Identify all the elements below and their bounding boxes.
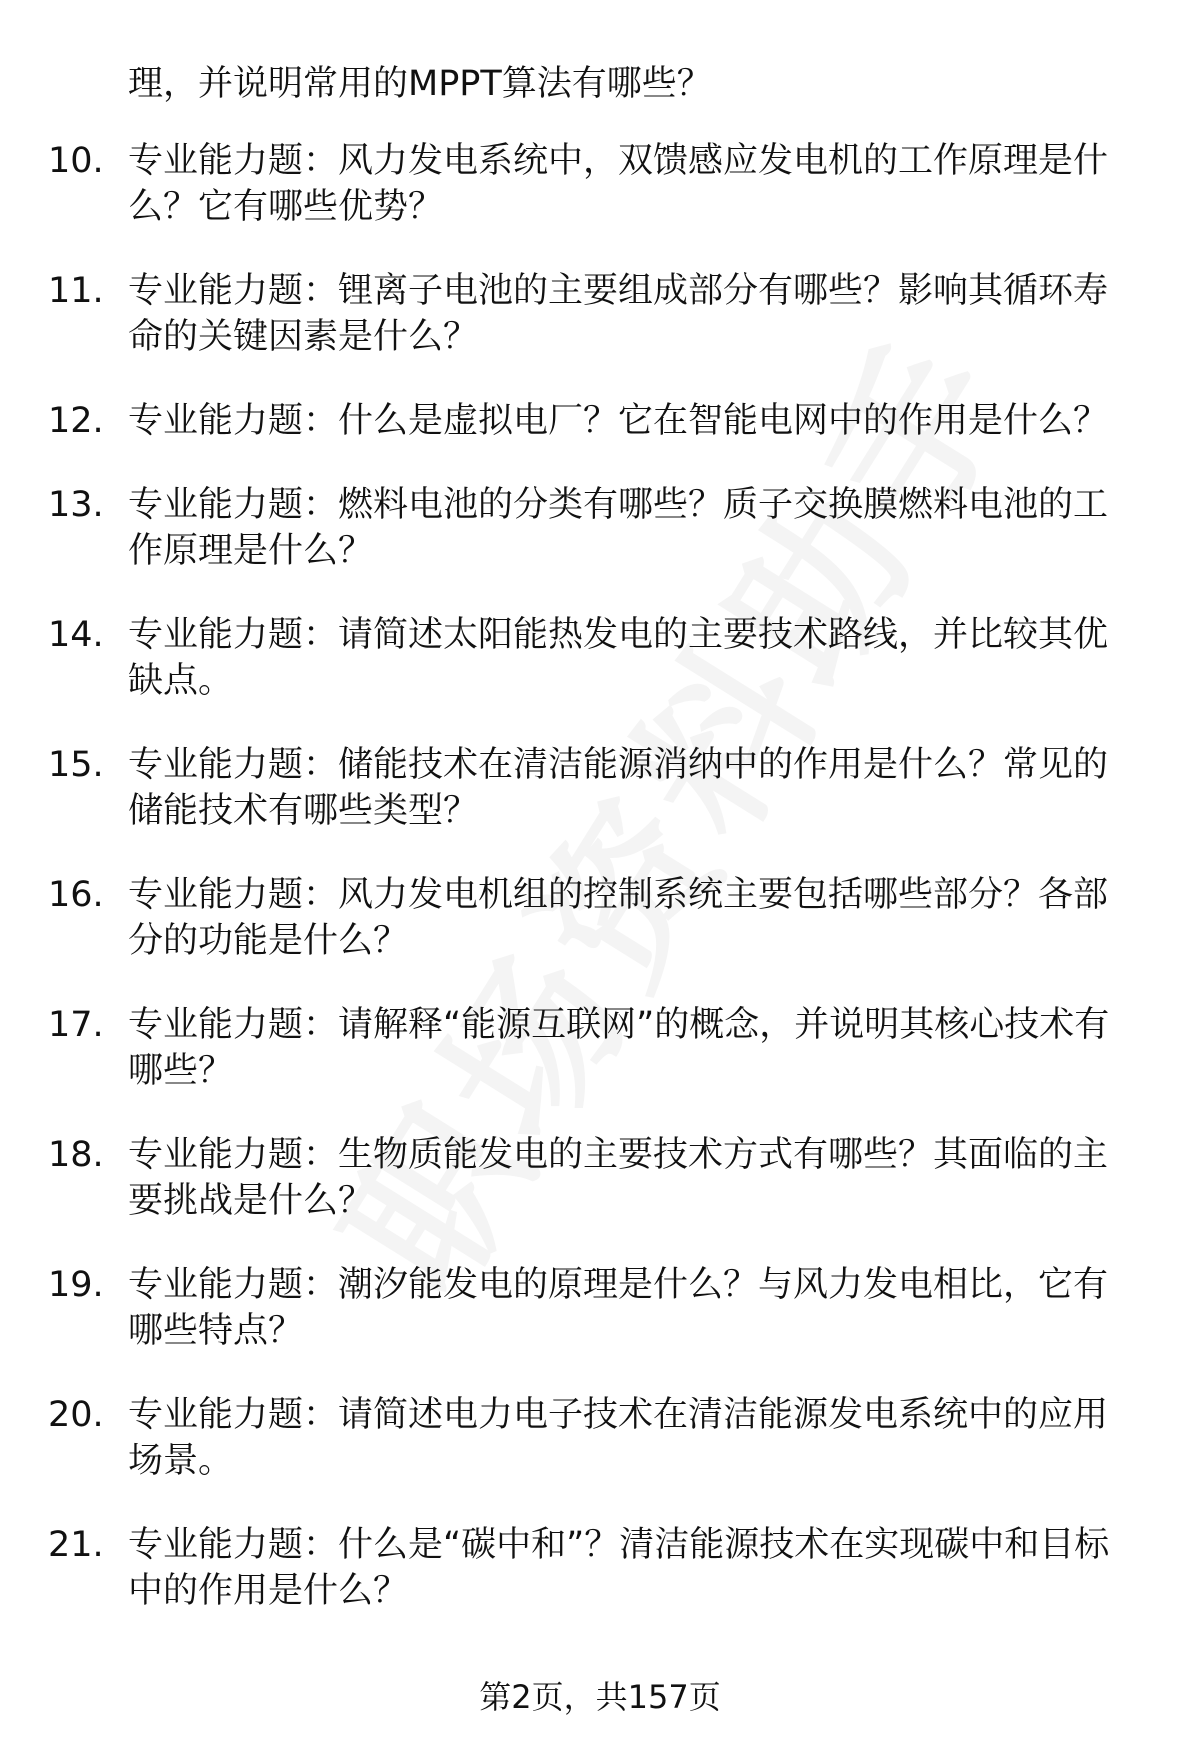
question-text: 专业能力题：燃料电池的分类有哪些？质子交换膜燃料电池的工作原理是什么？ (128, 485, 1109, 571)
question-text: 专业能力题：生物质能发电的主要技术方式有哪些？其面临的主要挑战是什么？ (128, 1135, 1109, 1221)
question-text: 专业能力题：请解释“能源互联网”的概念，并说明其核心技术有哪些？ (128, 1005, 1110, 1091)
question-item (48, 398, 1148, 444)
question-number: 12. (48, 401, 104, 441)
question-item (48, 1522, 1148, 1614)
question-number: 15. (48, 745, 104, 785)
question-text: 专业能力题：风力发电系统中，双馈感应发电机的工作原理是什么？它有哪些优势？ (128, 141, 1109, 227)
question-number: 10. (48, 141, 104, 181)
question-item (48, 268, 1148, 360)
question-item (48, 1262, 1148, 1354)
page-footer: 第2页，共157页 (479, 1678, 721, 1716)
question-item (48, 612, 1148, 704)
question-text: 专业能力题：风力发电机组的控制系统主要包括哪些部分？各部分的功能是什么？ (128, 875, 1109, 961)
question-number: 21. (48, 1525, 104, 1565)
question-item (48, 1392, 1148, 1484)
question-number: 13. (48, 485, 104, 525)
question-text: 专业能力题：锂离子电池的主要组成部分有哪些？影响其循环寿命的关键因素是什么？ (128, 271, 1109, 357)
question-number: 14. (48, 615, 104, 655)
question-text: 专业能力题：什么是“碳中和”？清洁能源技术在实现碳中和目标中的作用是什么？ (128, 1525, 1110, 1611)
question-item (48, 482, 1148, 574)
question-item (48, 1132, 1148, 1224)
question-text: 专业能力题：储能技术在清洁能源消纳中的作用是什么？常见的储能技术有哪些类型？ (128, 745, 1109, 831)
question-text: 专业能力题：什么是虚拟电厂？它在智能电网中的作用是什么？ (128, 401, 1109, 441)
question-number: 16. (48, 875, 104, 915)
question-number: 20. (48, 1395, 104, 1435)
question-list (48, 138, 1148, 1652)
question-number: 18. (48, 1135, 104, 1175)
question-text: 专业能力题：潮汐能发电的原理是什么？与风力发电相比，它有哪些特点？ (128, 1265, 1109, 1351)
question-number: 17. (48, 1005, 104, 1045)
question-item (48, 872, 1148, 964)
question-number: 19. (48, 1265, 104, 1305)
question-item (48, 1002, 1148, 1094)
continued-question-text: 理，并说明常用的MPPT算法有哪些？ (128, 64, 712, 104)
question-number: 11. (48, 271, 104, 311)
question-item (48, 742, 1148, 834)
question-text: 专业能力题：请简述太阳能热发电的主要技术路线，并比较其优缺点。 (128, 615, 1109, 701)
question-item (48, 138, 1148, 230)
question-text: 专业能力题：请简述电力电子技术在清洁能源发电系统中的应用场景。 (128, 1395, 1109, 1481)
